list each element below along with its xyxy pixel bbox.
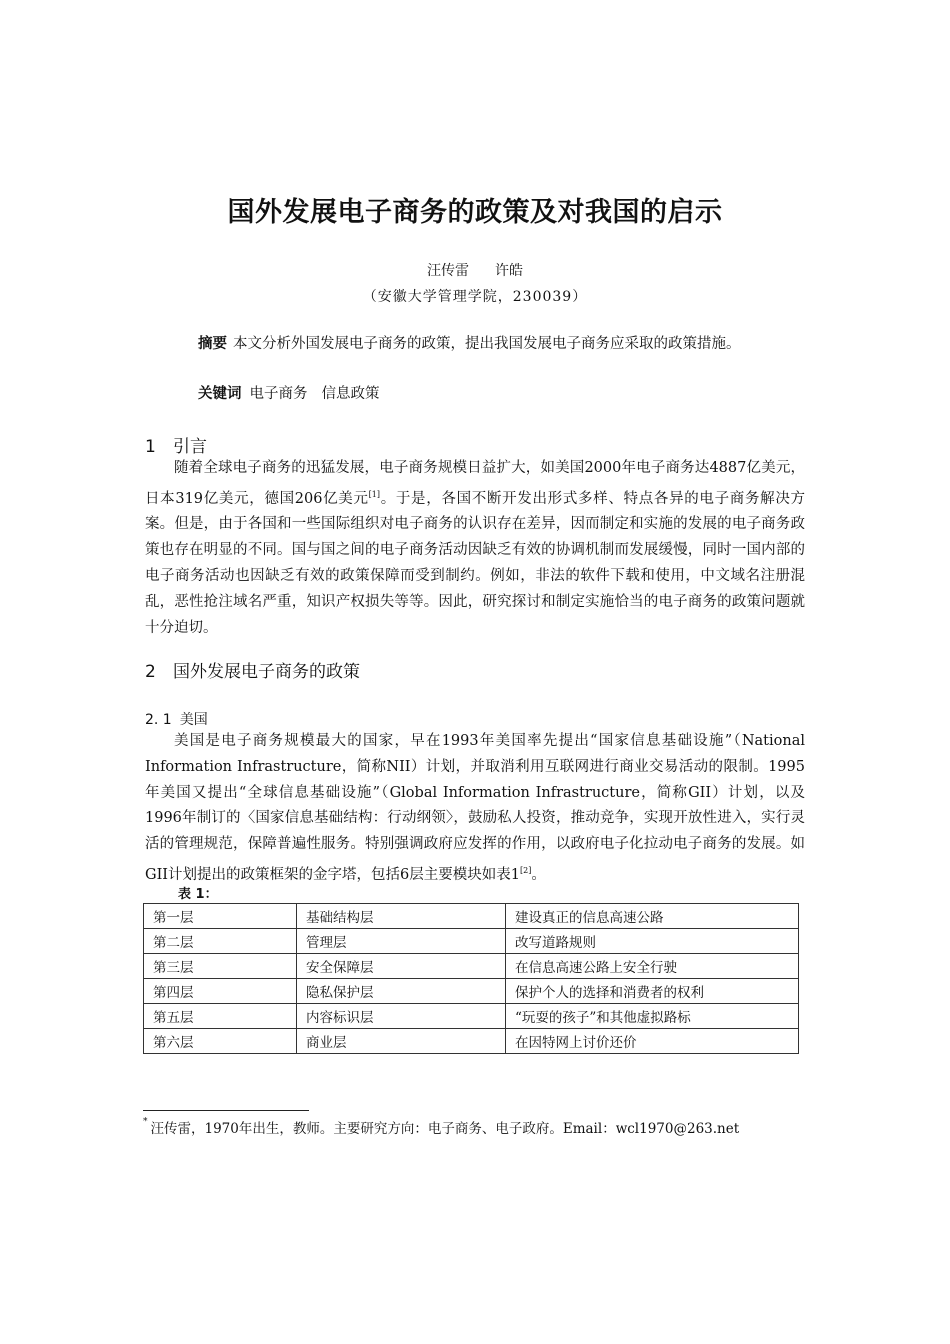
table-cell: 第四层 [144,979,297,1004]
author-line [0,260,950,280]
author-name: 汪传雷 [427,263,469,279]
body-paragraph [145,456,805,641]
citation: [2] [520,865,532,875]
table-caption: 表 1： [178,887,218,902]
table-row [144,979,799,1004]
abstract-text: 本文分析外国发展电子商务的政策，提出我国发展电子商务应采取的政策措施。 [233,336,741,352]
subsection-title: 美国 [179,712,208,728]
footnote-separator [143,1110,309,1111]
paragraph-text: 。 [531,866,546,883]
table-cell: 第三层 [144,954,297,979]
footnote-mark: * [143,1117,148,1127]
paragraph-text: 随着全球电子商务的迅猛发展，电子商务规模日益扩大，如美国2000年电子商务达4887亿美元，日本319亿美元，德国206亿美元 [145,460,805,507]
table-cell: 第一层 [144,904,297,929]
table-row [144,954,799,979]
author-name: 许皓 [495,263,523,279]
table-cell: 管理层 [297,929,506,954]
table-cell: 改写道路规则 [506,929,799,954]
paper-title: 国外发展电子商务的政策及对我国的启示 [227,197,723,228]
section-heading [145,657,360,682]
keywords [198,382,380,403]
table-cell: 商业层 [297,1029,506,1054]
table-row [144,929,799,954]
citation: [1] [368,489,381,499]
table-cell: 第五层 [144,1004,297,1029]
table-cell: “玩耍的孩子”和其他虚拟路标 [506,1004,799,1029]
footnote-text: 汪传雷，1970年出生，教师。主要研究方向：电子商务、电子政府。Email：wcl1970@263.net [150,1121,740,1137]
table-cell: 保护个人的选择和消费者的权利 [506,979,799,1004]
subsection-number: 2. 1 [145,712,172,728]
section-title: 引言 [173,437,207,457]
paragraph-text: 。于是，各国不断开发出形式多样、特点各异的电子商务解决方案。但是，由于各国和一些国际组织对电子商务的认识存在差异，因而制定和实施的发展的电子商务政策也存在明显的不同。国与国之间的电子商务活动因缺乏有效的协调机制而发展缓慢，同时一国内部的电子商务活动也因缺乏有效的政策保障而受到制约。例如，非法的软件下载和使用，中文域名注册混乱，恶性抢注域名严重，知识产权损失等等。因此，研究探讨和制定实施恰当的电子商务的政策问题就十分迫切。 [145,490,805,636]
table-cell: 内容标识层 [297,1004,506,1029]
keyword: 电子商务 [249,386,308,402]
table-cell: 在信息高速公路上安全行驶 [506,954,799,979]
table-cell: 第二层 [144,929,297,954]
policy-layer-table [143,903,799,1054]
subsection-heading [145,709,208,729]
paragraph-text: 美国是电子商务规模最大的国家，早在1993年美国率先提出“国家信息基础设施”（National Information Infrastructure，简称NII）计划，并取消利用互联网进行商业交易活动的限制。1995年美国又提出“全球信息基础设施”（Global Information Infrastructure，简称GII）计划，以及1996年制订的〈国家信息基础结构：行动纲领〉，鼓励私人投资，推动竞争，实现开放性进入，实行灵活的管理规范，保障普遍性服务。特别强调政府应发挥的作用，以政府电子化拉动电子商务的发展。如GII计划提出的政策框架的金字塔，包括6层主要模块如表1 [145,733,805,883]
section-number: 1 [145,437,156,457]
section-number: 2 [145,662,156,682]
keyword: 信息政策 [321,386,380,402]
table-row [144,1029,799,1054]
abstract-label: 摘要 [198,336,227,352]
section-title: 国外发展电子商务的政策 [173,662,360,682]
table-row [144,1004,799,1029]
footnote [143,1117,739,1137]
table-row [144,904,799,929]
section-heading [145,432,207,457]
abstract [198,332,758,356]
table-cell: 建设真正的信息高速公路 [506,904,799,929]
affiliation: （安徽大学管理学院，230039） [362,289,588,305]
table-cell: 在因特网上讨价还价 [506,1029,799,1054]
table-cell: 基础结构层 [297,904,506,929]
body-paragraph [145,729,805,889]
keywords-label: 关键词 [198,386,242,402]
table-cell: 第六层 [144,1029,297,1054]
table-cell: 安全保障层 [297,954,506,979]
table-cell: 隐私保护层 [297,979,506,1004]
